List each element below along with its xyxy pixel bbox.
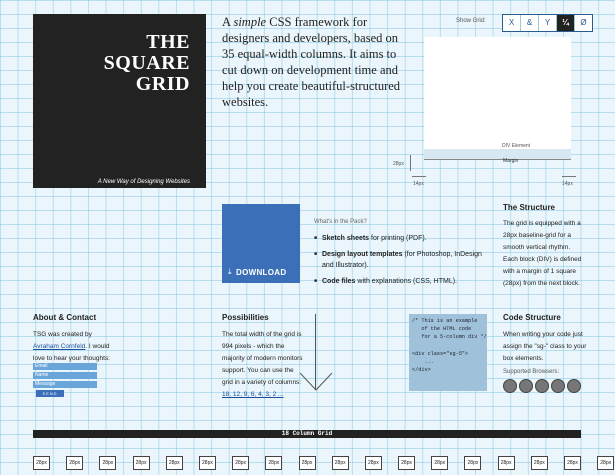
grid-quarter-button[interactable]: ¼ [557,15,575,31]
contact-form [33,363,97,397]
download-label: DOWNLOAD [236,268,287,277]
list-item: ■ Sketch sheets for printing (PDF). [314,233,489,244]
grid-box: 28px [365,456,382,470]
grid-box: 28px [531,456,548,470]
left-measure-label: 14px [413,181,424,187]
structure-text: The grid is equipped with a 28px baseline-grid for a smooth vertical rhythm. Each block (DIV) is defined with a margin of 1 square (28px) from the next block. [503,220,582,287]
grid-box: 28px [66,456,83,470]
code-sample: /* This is an example of the HTML code for a 5-column div */ <div class="sg-5"> ... </div> [409,314,487,391]
name-field[interactable]: Name [33,372,97,379]
grid-xy-button[interactable]: & [521,15,539,31]
columns-link[interactable]: 18, 12, 9, 6, 4, 3, 2 ... [222,391,284,398]
div-element-diagram [424,37,571,149]
browser-icons [503,379,581,393]
margin-diagram [424,149,571,160]
browser-icon [535,379,549,393]
browser-icon [567,379,581,393]
grid-box: 28px [166,456,183,470]
grid-off-button[interactable]: Ø [575,15,592,31]
margin-label: Margin [503,158,519,164]
grid-box: 28px [398,456,415,470]
grid-box: 28px [133,456,150,470]
show-grid-label: Show Grid: [456,18,486,24]
column-grid-bar: 18 Column Grid [33,430,581,438]
browser-icon [519,379,533,393]
down-arrow-icon [299,372,333,392]
logo-tagline: A New Way of Designing Websites [97,179,190,185]
grid-box: 28px [199,456,216,470]
grid-boxes [33,456,615,470]
structure-heading: The Structure [503,203,556,212]
grid-box: 28px [597,456,614,470]
logo [33,14,206,188]
browser-icon [503,379,517,393]
grid-box: 28px [464,456,481,470]
message-field[interactable]: Message [33,381,97,388]
show-grid-toggle [502,14,593,32]
logo-title: THE SQUARE GRID [103,31,190,95]
download-button[interactable] [222,204,300,283]
possibilities-heading: Possibilities [222,313,269,322]
browser-icon [551,379,565,393]
intro-text: A simple CSS framework for designers and developers, based on 35 equal-width columns. It aims to cut down on development time and help you create beautiful-structured websites. [222,15,401,109]
about-text: TSG was created by Avraham Cornfeld. I would love to hear your thoughts: [33,331,110,362]
download-icon: ⤓ [228,267,232,276]
grid-box: 28px [265,456,282,470]
send-button[interactable]: SEND [36,390,64,397]
measure-line [412,176,426,177]
grid-box: 28px [332,456,349,470]
measure-line [410,155,411,171]
side-measure-label: 28px [393,161,404,167]
code-structure-text: When writing your code just assign the "sg-" class to your box elements. [503,331,587,362]
grid-box: 28px [33,456,50,470]
pack-title: What's in the Pack? [314,219,367,225]
list-item: ■ Code files with explanations (CSS, HTML). [314,276,489,287]
possibilities-text: The total width of the grid is 994 pixels - which the majority of modern monitors support. You can use the grid in a variety of columns: 18, 12, 9, 6, 4, 3, 2 ... [222,331,303,398]
code-structure-heading: Code Structure [503,313,561,322]
pack-list [314,233,489,292]
grid-box: 28px [232,456,249,470]
measure-line [562,176,576,177]
grid-box: 28px [299,456,316,470]
email-field[interactable]: Email [33,363,97,370]
about-heading: About & Contact [33,313,97,322]
grid-y-button[interactable]: Y [539,15,557,31]
grid-x-button[interactable]: X [503,15,521,31]
list-item: ■ Design layout templates (for Photoshop, InDesign and Illustrator). [314,249,489,271]
browsers-label: Supported Browsers: [503,369,560,375]
grid-box: 28px [498,456,515,470]
div-element-label: DIV Element [502,143,531,149]
grid-box: 28px [431,456,448,470]
grid-box: 28px [564,456,581,470]
right-measure-label: 14px [562,181,573,187]
grid-box: 28px [99,456,116,470]
author-link[interactable]: Avraham Cornfeld [33,343,86,350]
